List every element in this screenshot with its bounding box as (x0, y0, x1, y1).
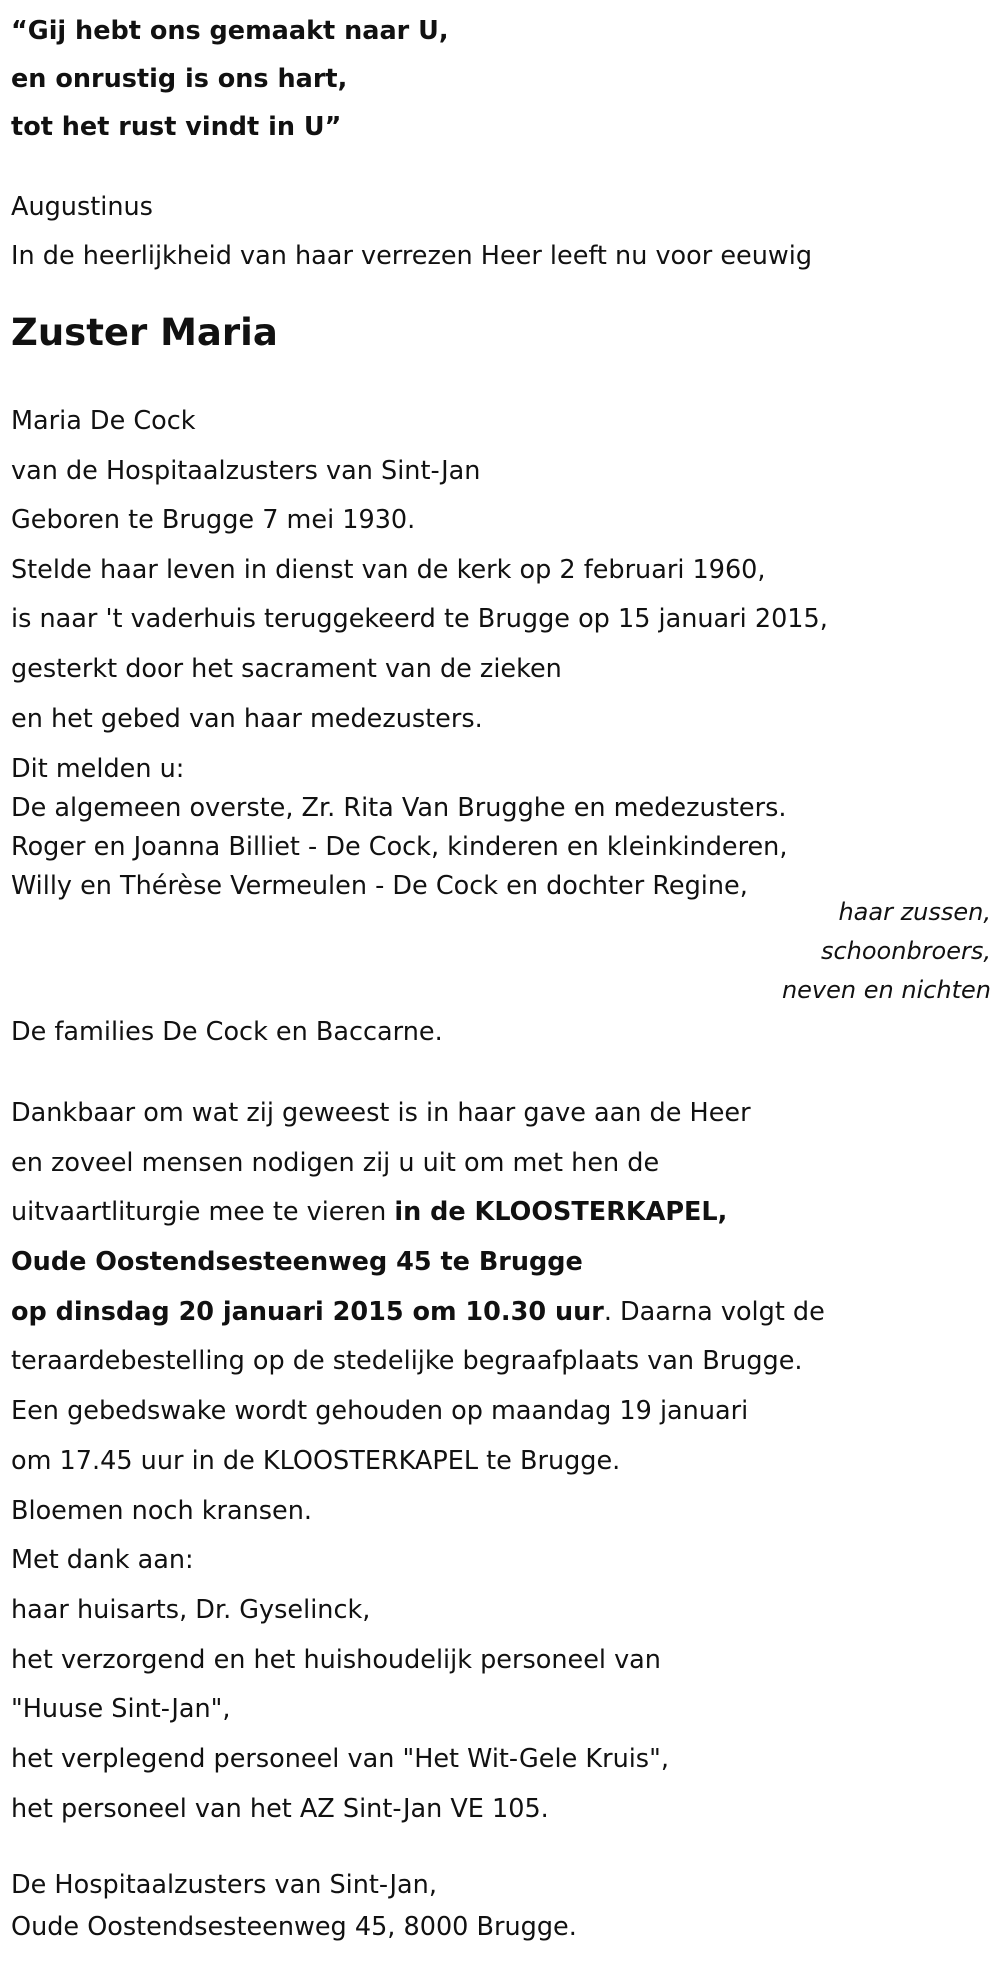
quote-line: tot het rust vindt in U” (11, 112, 342, 142)
correspondence-address (11, 1864, 577, 1948)
families-line: De families De Cock en Baccarne. (11, 1017, 443, 1047)
service-location: in de KLOOSTERKAPEL, (394, 1197, 728, 1228)
service-line: het verzorgend en het huishoudelijk personeel van (11, 1644, 661, 1675)
deceased-title: Zuster Maria (11, 311, 278, 354)
relations (782, 893, 991, 1010)
quote-line: “Gij hebt ons gemaakt naar U, (11, 16, 449, 46)
service-line: en zoveel mensen nodigen zij u uit om met hen de (11, 1147, 660, 1178)
relation-line: neven en nichten (781, 976, 991, 1004)
announcement-line: De algemeen overste, Zr. Rita Van Brugghe en medezusters. (11, 793, 787, 823)
service-text: uitvaartliturgie mee te vieren (11, 1197, 395, 1228)
service-line: Bloemen noch kransen. (11, 1495, 312, 1526)
announcement-line: Roger en Joanna Billiet - De Cock, kinderen en kleinkinderen, (11, 832, 788, 862)
quote-author: Augustinus (11, 192, 153, 222)
service-text: . Daarna volgt de (603, 1296, 825, 1327)
funeral-service (11, 1089, 825, 1834)
intro (11, 183, 812, 281)
service-line: Met dank aan: (11, 1545, 194, 1576)
service-datetime: op dinsdag 20 januari 2015 om 10.30 uur (11, 1296, 604, 1327)
service-line: haar huisarts, Dr. Gyselinck, (11, 1594, 371, 1625)
bio-line: is naar 't vaderhuis teruggekeerd te Brugge op 15 januari 2015, (11, 604, 828, 635)
intro-statement: In de heerlijkheid van haar verrezen Heer leeft nu voor eeuwig (11, 241, 813, 271)
relation-line: haar zussen, (838, 898, 991, 926)
service-line: om 17.45 uur in de KLOOSTERKAPEL te Brugge. (11, 1445, 621, 1476)
service-line: het personeel van het AZ Sint-Jan VE 105. (11, 1793, 549, 1824)
service-line: het verplegend personeel van "Het Wit-Gele Kruis", (11, 1743, 669, 1774)
service-line: teraardebestelling op de stedelijke begraafplaats van Brugge. (11, 1346, 803, 1377)
address-line: De Hospitaalzusters van Sint-Jan, (11, 1870, 437, 1900)
announcement-line: Dit melden u: (11, 754, 185, 784)
biography (11, 397, 828, 744)
service-line: Dankbaar om wat zij geweest is in haar gave aan de Heer (11, 1098, 751, 1128)
service-line: "Huuse Sint-Jan", (11, 1694, 231, 1725)
address-line: Oude Oostendsesteenweg 45, 8000 Brugge. (11, 1912, 577, 1942)
bio-line: van de Hospitaalzusters van Sint-Jan (11, 455, 481, 486)
service-line (11, 1188, 825, 1238)
service-line (11, 1288, 825, 1338)
service-address: Oude Oostendsesteenweg 45 te Brugge (11, 1247, 583, 1278)
relation-line: schoonbroers, (820, 937, 991, 965)
bio-line: Geboren te Brugge 7 mei 1930. (11, 505, 416, 536)
service-line: Een gebedswake wordt gehouden op maandag 19 januari (11, 1396, 749, 1427)
announcement (11, 750, 787, 906)
bio-line: en het gebed van haar medezusters. (11, 703, 483, 734)
opening-quote (11, 7, 449, 151)
bio-line: gesterkt door het sacrament van de zieken (11, 653, 562, 684)
bio-line: Maria De Cock (11, 406, 196, 436)
announcement-line: Willy en Thérèse Vermeulen - De Cock en dochter Regine, (11, 871, 748, 901)
quote-line: en onrustig is ons hart, (11, 64, 348, 94)
bio-line: Stelde haar leven in dienst van de kerk op 2 februari 1960, (11, 554, 766, 585)
service-line (11, 1238, 825, 1288)
